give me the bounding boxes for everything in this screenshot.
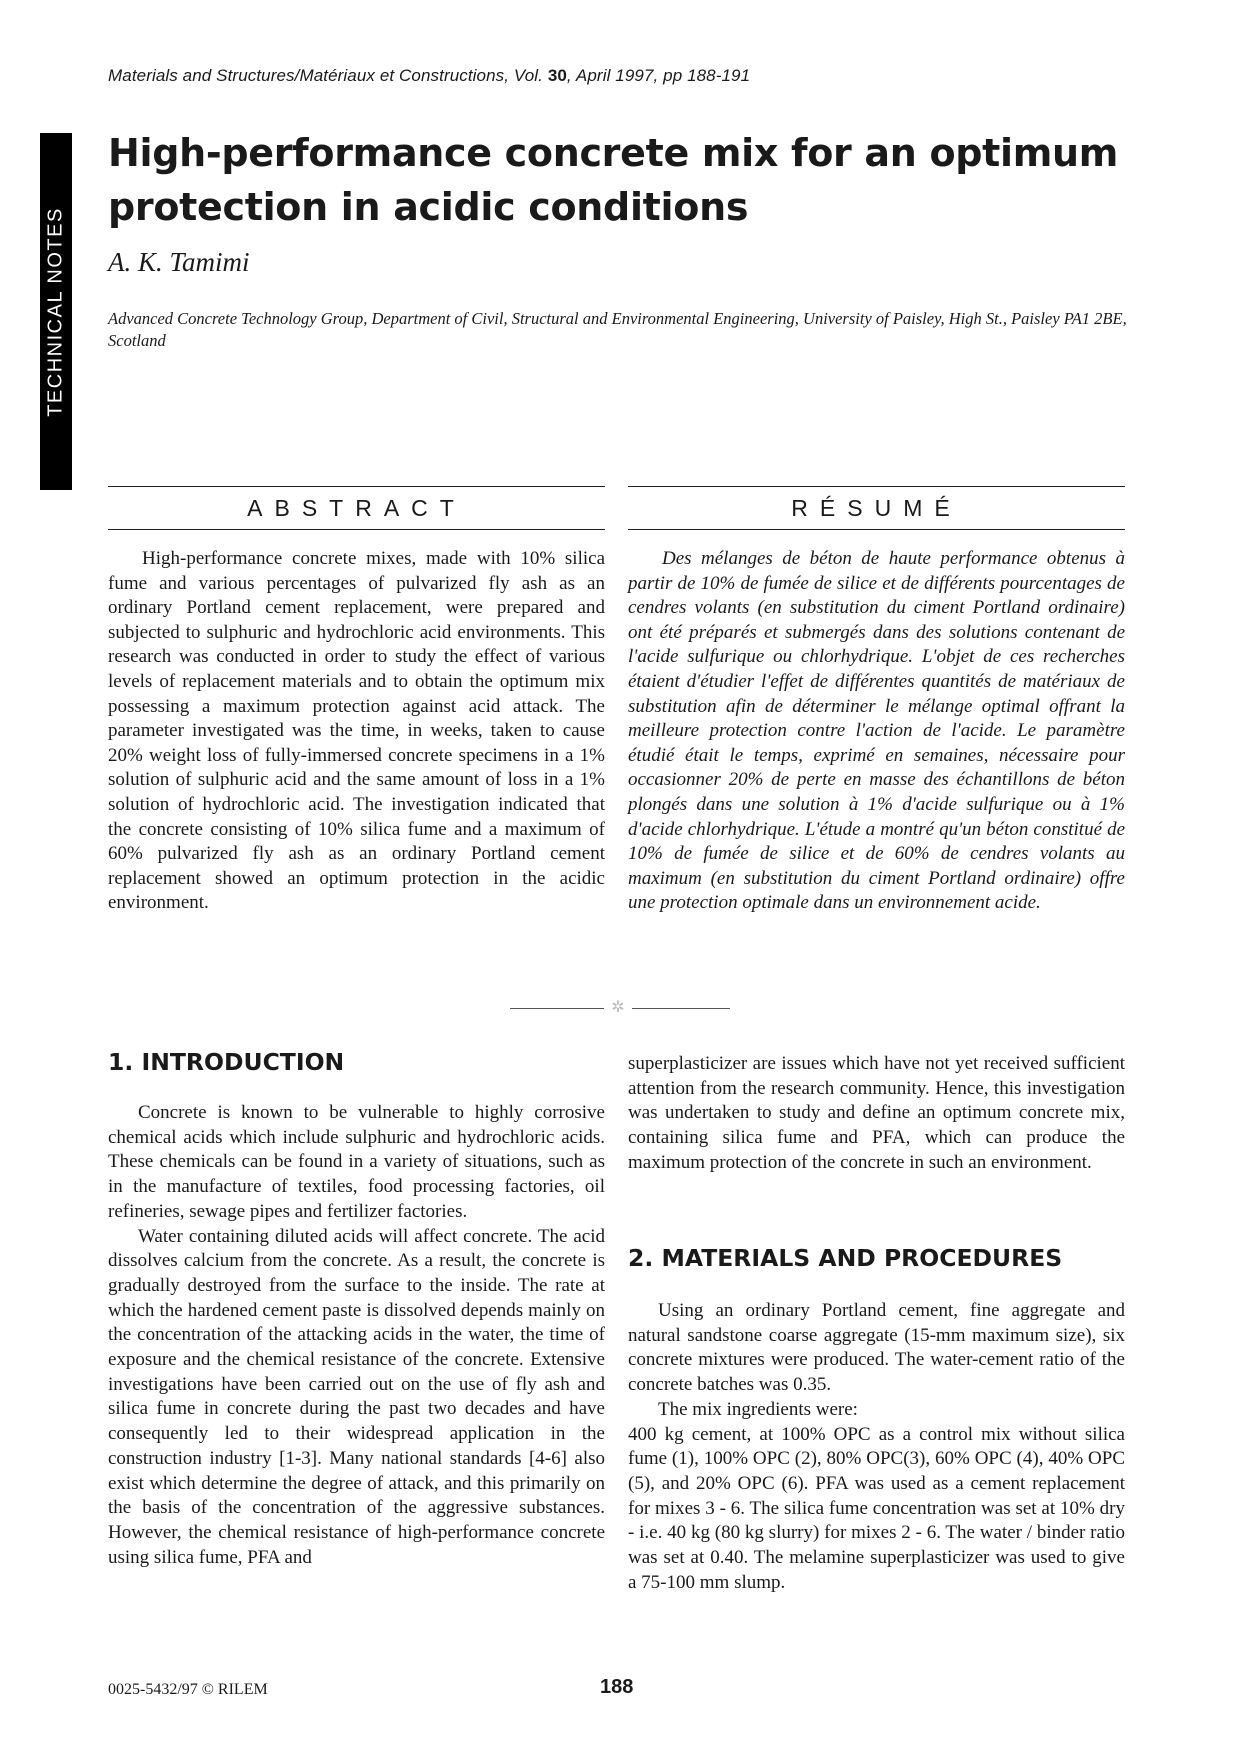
materials-paragraph-1: Using an ordinary Portland cement, fine aggregate and natural sandstone coarse aggregate (15-mm maximum size), six concrete mixtures were produced. The water-cement ratio of the concrete batches was 0.35. — [628, 1300, 1125, 1396]
resume-text: Des mélanges de béton de haute performance obtenus à partir de 10% de fumée de silice et de différents pourcentages de cendres volants (en substitution du ciment Portland ordinaire) ont été préparés et submergés dans des solutions contenant de l'acide sulfurique ou chlorhydrique. L'objet de ces recherches étaient d'étudier l'effet de différentes quantités de matériaux de substitution afin de déterminer le mélange optimal offrant la meilleure protection contre l'action de l'acide. Le paramètre étudié était le temps, exprimé en semaines, nécessaire pour occasionner 20% de perte en masse des échantillons de béton plongés dans une solution à 1% d'acide sulfurique ou à 1% d'acide chlorhydrique. L'étude a montré qu'un béton constitué de 10% de fumée de silice et de 60% de cendres volants au maximum (en substitution du ciment Portland ordinaire) offre une protection optimale dans un environnement acide. — [628, 548, 1125, 914]
introduction-column-left — [108, 1101, 605, 1570]
author-affiliation: Advanced Concrete Technology Group, Department of Civil, Structural and Environmental Engineering, University of Paisley, High St., Paisley PA1 2BE, Scotland — [108, 309, 1127, 350]
introduction-column-right — [628, 1052, 1125, 1176]
journal-name: Materials and Structures/Matériaux et Constructions, Vol. — [108, 66, 543, 85]
journal-volume: 30 — [547, 66, 567, 85]
journal-citation — [108, 66, 750, 86]
materials-column — [628, 1299, 1125, 1595]
materials-paragraph-3: 400 kg cement, at 100% OPC as a control mix without silica fume (1), 100% OPC (2), 80% OPC(3), 60% OPC (4), 40% OPC (5), and 20% OPC (6). PFA was used as a cement replacement for mixes 3 - 6. The silica fume concentration was set at 10% dry - i.e. 40 kg (80 kg slurry) for mixes 2 - 6. The water / binder ratio was set at 0.40. The melamine superplasticizer was used to give a 75-100 mm slump. — [628, 1423, 1125, 1593]
abstract-text: High-performance concrete mixes, made with 10% silica fume and various percentages of pulvarized fly ash as an ordinary Portland cement replacement, were prepared and subjected to sulphuric and hydrochloric acid environments. This research was conducted in order to study the effect of various levels of replacement materials and to obtain the optimum mix possessing a maximum protection against acid attack. The parameter investigated was the time, in weeks, taken to cause 20% weight loss of fully-immersed concrete specimens in a 1% solution of sulphuric acid and the same amount of loss in a 1% solution of hydrochloric acid. The investigation indicated that the concrete consisting of 10% silica fume and a maximum of 60% pulvarized fly ash as an ordinary Portland cement replacement showed an optimum protection in the acidic environment. — [108, 548, 605, 914]
introduction-paragraph-2: Water containing diluted acids will affect concrete. The acid dissolves calcium from the concrete. As a result, the concrete is gradually destroyed from the surface to the inside. The rate at which the hardened cement paste is dissolved depends mainly on the concentration of the attacking acids in the water, the time of exposure and the chemical resistance of the concrete. Extensive investigations have been carried out on the use of fly ash and silica fume in concrete during the past two decades and have consequently led to their widespread application in the construction industry [1-3]. Many national standards [4-6] also exist which determine the degree of attack, and this primarily on the basis of the concentration of the aggressive substances. However, the chemical resistance of high-performance concrete using silica fume, PFA and — [108, 1225, 605, 1568]
paper-title: High-performance concrete mix for an optimum protection in acidic conditions — [108, 131, 1119, 229]
materials-heading: 2. MATERIALS AND PROCEDURES — [628, 1244, 1063, 1272]
page-number: 188 — [600, 1676, 634, 1698]
section-tab — [40, 133, 72, 490]
materials-paragraph-2: The mix ingredients were: — [658, 1398, 858, 1420]
copyright-code: 0025-5432/97 © RILEM — [108, 1681, 268, 1698]
introduction-paragraph-1: Concrete is known to be vulnerable to highly corrosive chemical acids which include sulphuric and hydrochloric acids. These chemicals can be found in a variety of situations, such as in the manufacture of textiles, food processing factories, oil refineries, sewage pipes and fertilizer factories. — [108, 1102, 605, 1222]
abstract-heading: ABSTRACT — [108, 486, 605, 530]
journal-issue-pages: , April 1997, pp 188-191 — [566, 66, 751, 85]
introduction-heading: 1. INTRODUCTION — [108, 1048, 345, 1076]
author-name: A. K. Tamimi — [108, 247, 250, 277]
introduction-paragraph-2-continued: superplasticizer are issues which have not yet received sufficient attention from the research community. Hence, this investigation was undertaken to study and define an optimum concrete mix, containing silica fume and PFA, which can produce the maximum protection of the concrete in such an environment. — [628, 1053, 1125, 1173]
section-tab-label: TECHNICAL NOTES — [44, 206, 67, 417]
divider-ornament-icon: ✲ — [604, 996, 632, 1020]
resume-heading: RÉSUMÉ — [628, 486, 1125, 530]
